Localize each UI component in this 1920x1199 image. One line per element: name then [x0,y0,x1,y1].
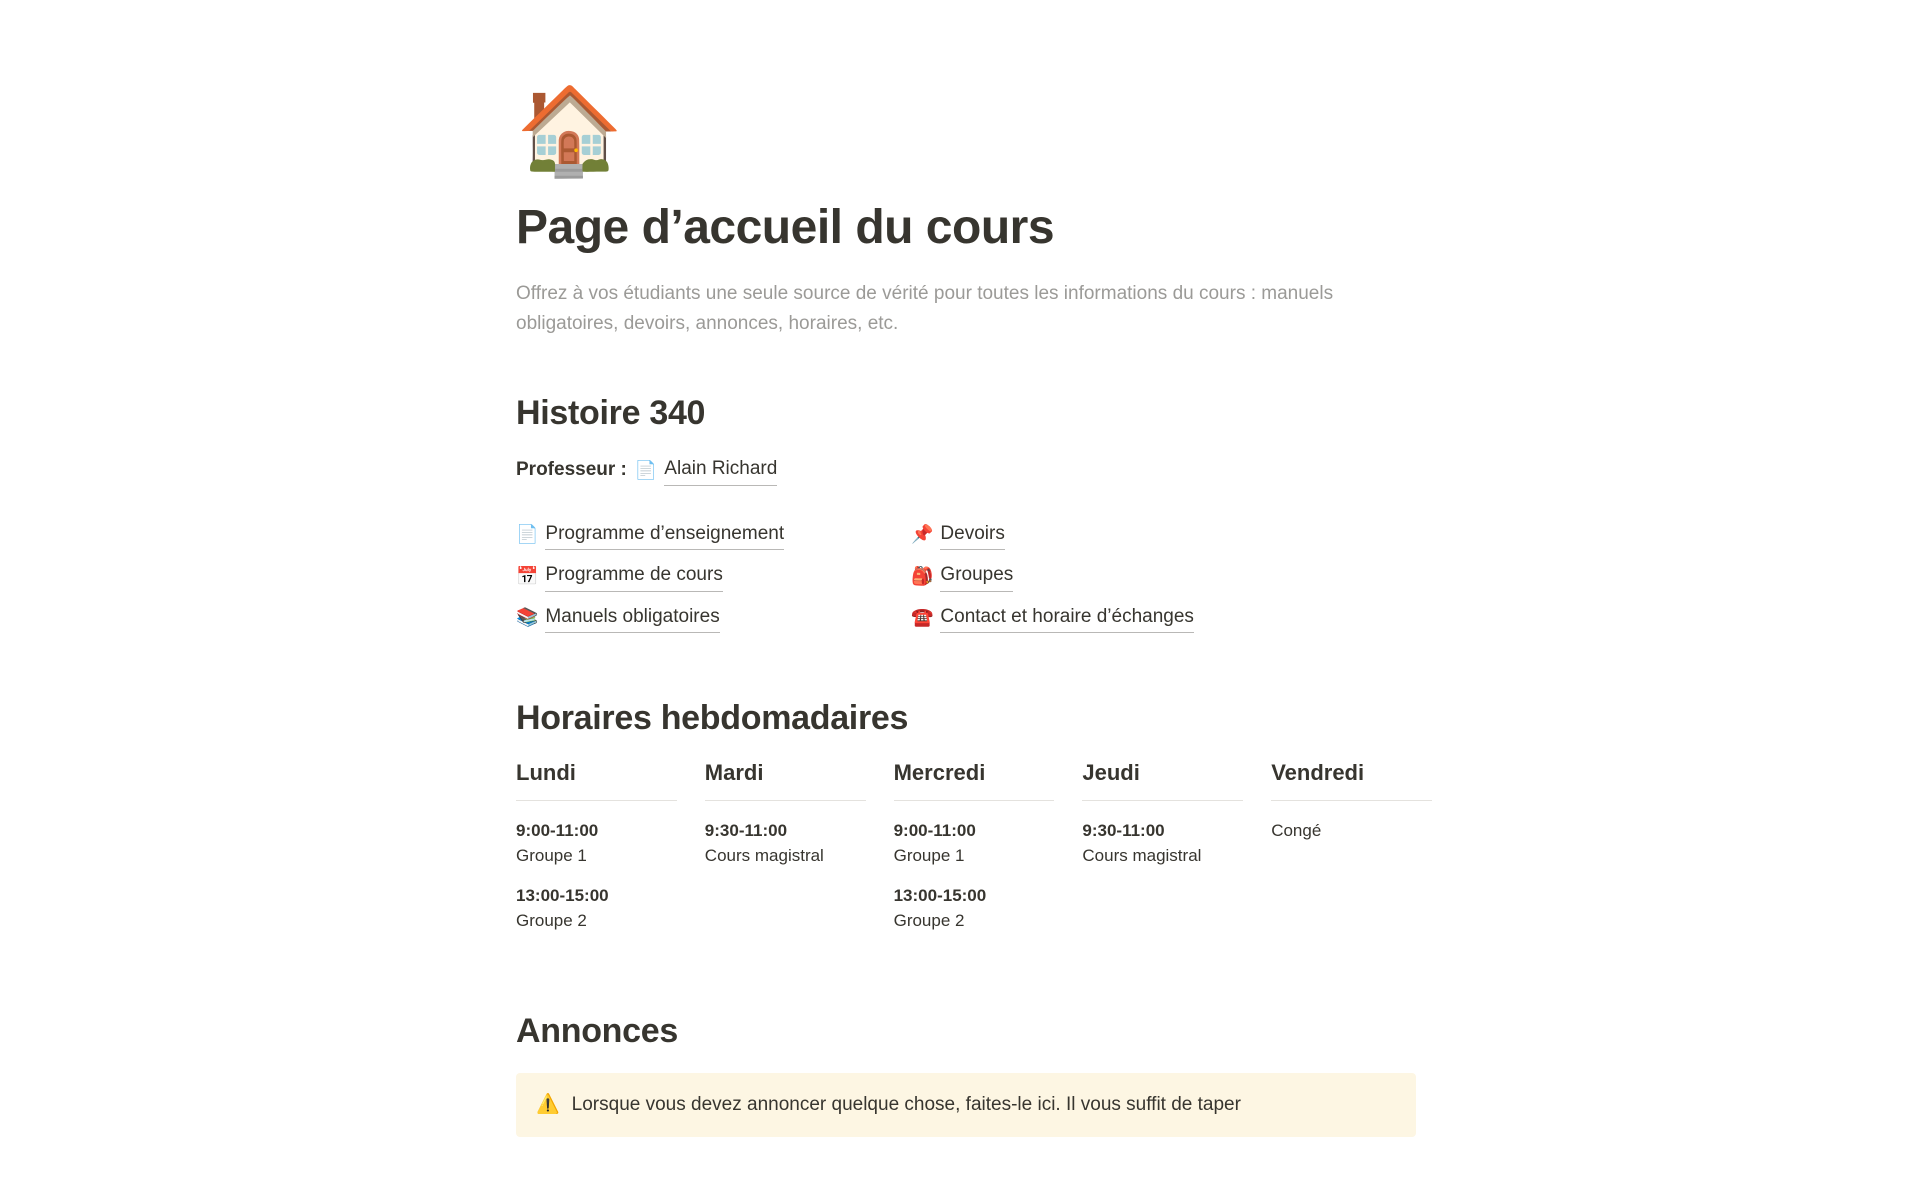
telephone-emoji: ☎️ [911,607,934,628]
link-devoirs[interactable]: Devoirs [940,520,1004,551]
announcement-callout [516,1073,1416,1138]
slot-time: 9:00-11:00 [893,821,976,841]
slot-time: 9:30-11:00 [1082,821,1165,841]
warning-emoji: ⚠️ [536,1093,560,1115]
schedule-slot [1082,819,1243,868]
schedule-slot [516,884,677,933]
page-title: Page d’accueil du cours [516,201,1055,254]
slot-label: Groupe 1 [893,845,965,865]
link-row[interactable] [911,520,1432,551]
slot-label: Groupe 1 [516,845,587,865]
document-emoji: 📄 [516,524,539,545]
schedule-slot [516,819,677,868]
link-programme-enseignement[interactable]: Programme d’enseignement [545,520,784,551]
books-emoji: 📚 [516,607,539,628]
slot-time: 13:00-15:00 [893,886,987,906]
slot-time: 13:00-15:00 [516,886,609,906]
house-emoji: 🏠 [516,83,624,179]
slot-label: Cours magistral [1082,845,1202,865]
link-row[interactable] [516,561,911,592]
schedule-day-mardi [705,760,866,934]
link-programme-cours[interactable]: Programme de cours [545,561,722,592]
schedule-slot [894,884,1055,933]
day-header: Mercredi [894,760,1055,801]
pushpin-emoji: 📌 [911,524,934,545]
schedule-day-mercredi [894,760,1055,934]
course-title: Histoire 340 [516,394,706,433]
weekly-schedule [516,760,1432,934]
link-row[interactable] [911,561,1432,592]
course-links-grid [516,520,1432,634]
page-description: Offrez à vos étudiants une seule source de vérité pour toutes les informations du cours : manuels obligatoires, devoirs, annonces, horaires, etc. [516,283,1334,334]
day-header: Lundi [516,760,677,801]
link-row[interactable] [516,520,911,551]
professor-link[interactable]: Alain Richard [664,455,777,486]
link-row[interactable] [516,603,911,634]
slot-time: 9:30-11:00 [704,821,788,841]
link-manuels-obligatoires[interactable]: Manuels obligatoires [545,603,719,634]
professor-line [516,455,1432,486]
slot-time: 9:00-11:00 [516,821,599,841]
schedule-slot [1271,819,1432,844]
backpack-emoji: 🎒 [911,565,934,586]
day-header: Mardi [705,760,866,801]
schedule-title: Horaires hebdomadaires [516,699,909,738]
slot-label: Cours magistral [704,845,824,865]
callout-text: Lorsque vous devez annoncer quelque chose, faites-le ici. Il vous suffit de taper [571,1093,1241,1115]
day-header: Jeudi [1082,760,1243,801]
document-emoji: 📄 [634,459,658,480]
slot-label: Congé [1271,821,1322,841]
schedule-day-jeudi [1082,760,1243,934]
link-row[interactable] [911,603,1432,634]
announcements-title: Annonces [516,1011,678,1050]
calendar-emoji: 📅 [516,565,539,586]
link-contact-horaire-echanges[interactable]: Contact et horaire d’échanges [940,603,1194,634]
schedule-day-vendredi [1271,760,1432,934]
day-header: Vendredi [1271,760,1432,801]
link-groupes[interactable]: Groupes [940,561,1013,592]
schedule-day-lundi [516,760,677,934]
schedule-slot [705,819,866,868]
slot-label: Groupe 2 [516,910,587,930]
page-content [516,83,1432,1137]
slot-label: Groupe 2 [893,910,965,930]
schedule-slot [894,819,1055,868]
professor-label: Professeur : [516,459,627,481]
